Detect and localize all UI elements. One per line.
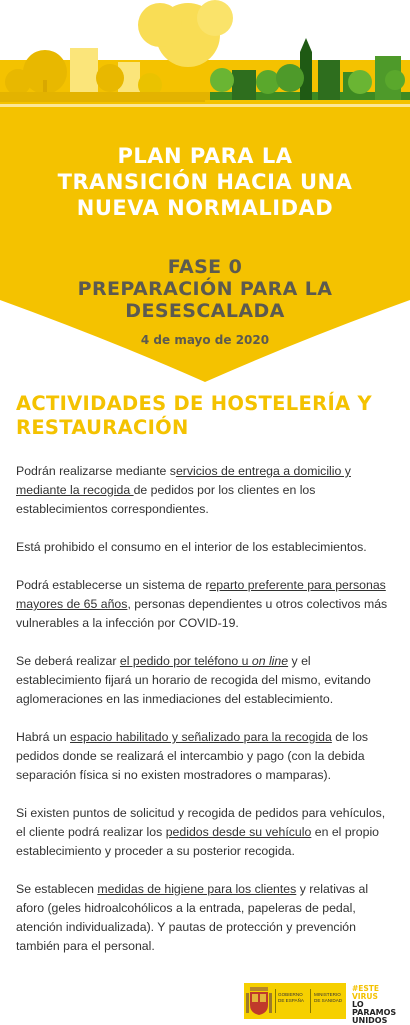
paragraph-text: , personas dependientes u otros colectivos más vulnerables a la infección por COVID-19. (16, 597, 388, 630)
campaign-line-5: UNIDOS (352, 1016, 388, 1025)
paragraph-emphasis-text: el pedido por teléfono u (119, 654, 252, 668)
footer-divider (275, 989, 276, 1013)
phase-title-line-1: FASE 0 (167, 256, 243, 278)
footer-logos (244, 983, 404, 1025)
phase-title-line-3: DESESCALADA (125, 300, 285, 322)
paragraph-emphasis (120, 654, 288, 668)
spain-coat-of-arms-icon (246, 985, 272, 1017)
paragraph-vehicle-orders (16, 804, 396, 861)
plan-title-line-2: TRANSICIÓN HACIA UNA (57, 170, 353, 194)
hero-banner (0, 0, 410, 385)
paragraph-no-consumption (16, 538, 396, 557)
government-text (278, 992, 308, 1004)
content-body (16, 462, 396, 975)
paragraph-emphasis: pedidos desde su vehículo (165, 825, 312, 839)
plan-title-line-1: PLAN PARA LA (117, 144, 293, 168)
paragraph-emphasis: eparto preferente para personas mayores de 65 años (16, 578, 386, 611)
campaign-hashtag (352, 985, 379, 1001)
paragraph-text: Podrán realizarse mediante s (16, 464, 176, 478)
phase-date: 4 de mayo de 2020 (140, 333, 270, 347)
paragraph-text: Habrá un (16, 730, 71, 744)
paragraph-text: Se deberá realizar (16, 654, 120, 668)
section-heading (16, 392, 396, 440)
campaign-slogan (352, 1001, 396, 1025)
section-heading-line-1: ACTIVIDADES DE HOSTELERÍA Y (16, 392, 372, 415)
paragraph-text: Podrá establecerse un sistema de r (16, 578, 210, 592)
ministry-line-2: DE SANIDAD (314, 998, 343, 1003)
plan-title-line-3: NUEVA NORMALIDAD (76, 196, 334, 220)
government-line-2: DE ESPAÑA (278, 998, 304, 1003)
campaign-line-3: LO (352, 1000, 364, 1009)
campaign-line-2: VIRUS (352, 992, 378, 1001)
paragraph-emphasis: medidas de higiene para los clientes (97, 882, 297, 896)
paragraph-text: Si existen puntos de solicitud y recogida de pedidos para vehículos, el cliente podrá realizar los (16, 806, 386, 839)
government-line-1: GOBIERNO (278, 992, 303, 997)
phase-title-line-2: PREPARACIÓN PARA LA (77, 278, 333, 300)
paragraph-preferential-delivery (16, 576, 396, 633)
city-skyline-green-icon (205, 38, 410, 106)
ministry-text (314, 992, 344, 1004)
campaign-line-4: PARAMOS (352, 1008, 397, 1017)
ministry-line-1: MINISTERIO (314, 992, 341, 997)
campaign-line-1: #ESTE (352, 984, 380, 993)
paragraph-phone-order (16, 652, 396, 709)
paragraph-emphasis-italic: on line (251, 654, 289, 668)
paragraph-text: y relativas al aforo (geles hidroalcohólicos a la entrada, papeleras de pedal, atención individualizada). Y pautas de protección y prevención también para el personal. (16, 882, 369, 953)
paragraph-text: de los pedidos donde se realizará el intercambio y pago (con la debida separación física si no existen mostradores o mamparas). (16, 730, 369, 782)
paragraph-hygiene-measures (16, 880, 396, 956)
paragraph-pickup-space (16, 728, 396, 785)
footer-divider (310, 989, 311, 1013)
paragraph-emphasis: espacio habilitado y señalizado para la recogida (70, 730, 332, 744)
paragraph-emphasis: ervicios de entrega a domicilio y mediante la recogida (16, 464, 351, 497)
paragraph-text: Se establecen (16, 882, 98, 896)
paragraph-text: en el propio establecimiento y proceder a su posterior recogida. (16, 825, 380, 858)
paragraph-home-delivery (16, 462, 396, 519)
paragraph-text: Está prohibido el consumo en el interior de los establecimientos. (16, 540, 367, 554)
phase-title (20, 256, 390, 322)
paragraph-text: de pedidos por los clientes en los establecimientos correspondientes. (16, 483, 316, 516)
paragraph-text: y el establecimiento fijará un horario de recogida del mismo, evitando aglomeraciones en las inmediaciones del establecimiento. (16, 654, 371, 706)
section-heading-line-2: RESTAURACIÓN (16, 416, 189, 439)
plan-title (20, 143, 390, 221)
